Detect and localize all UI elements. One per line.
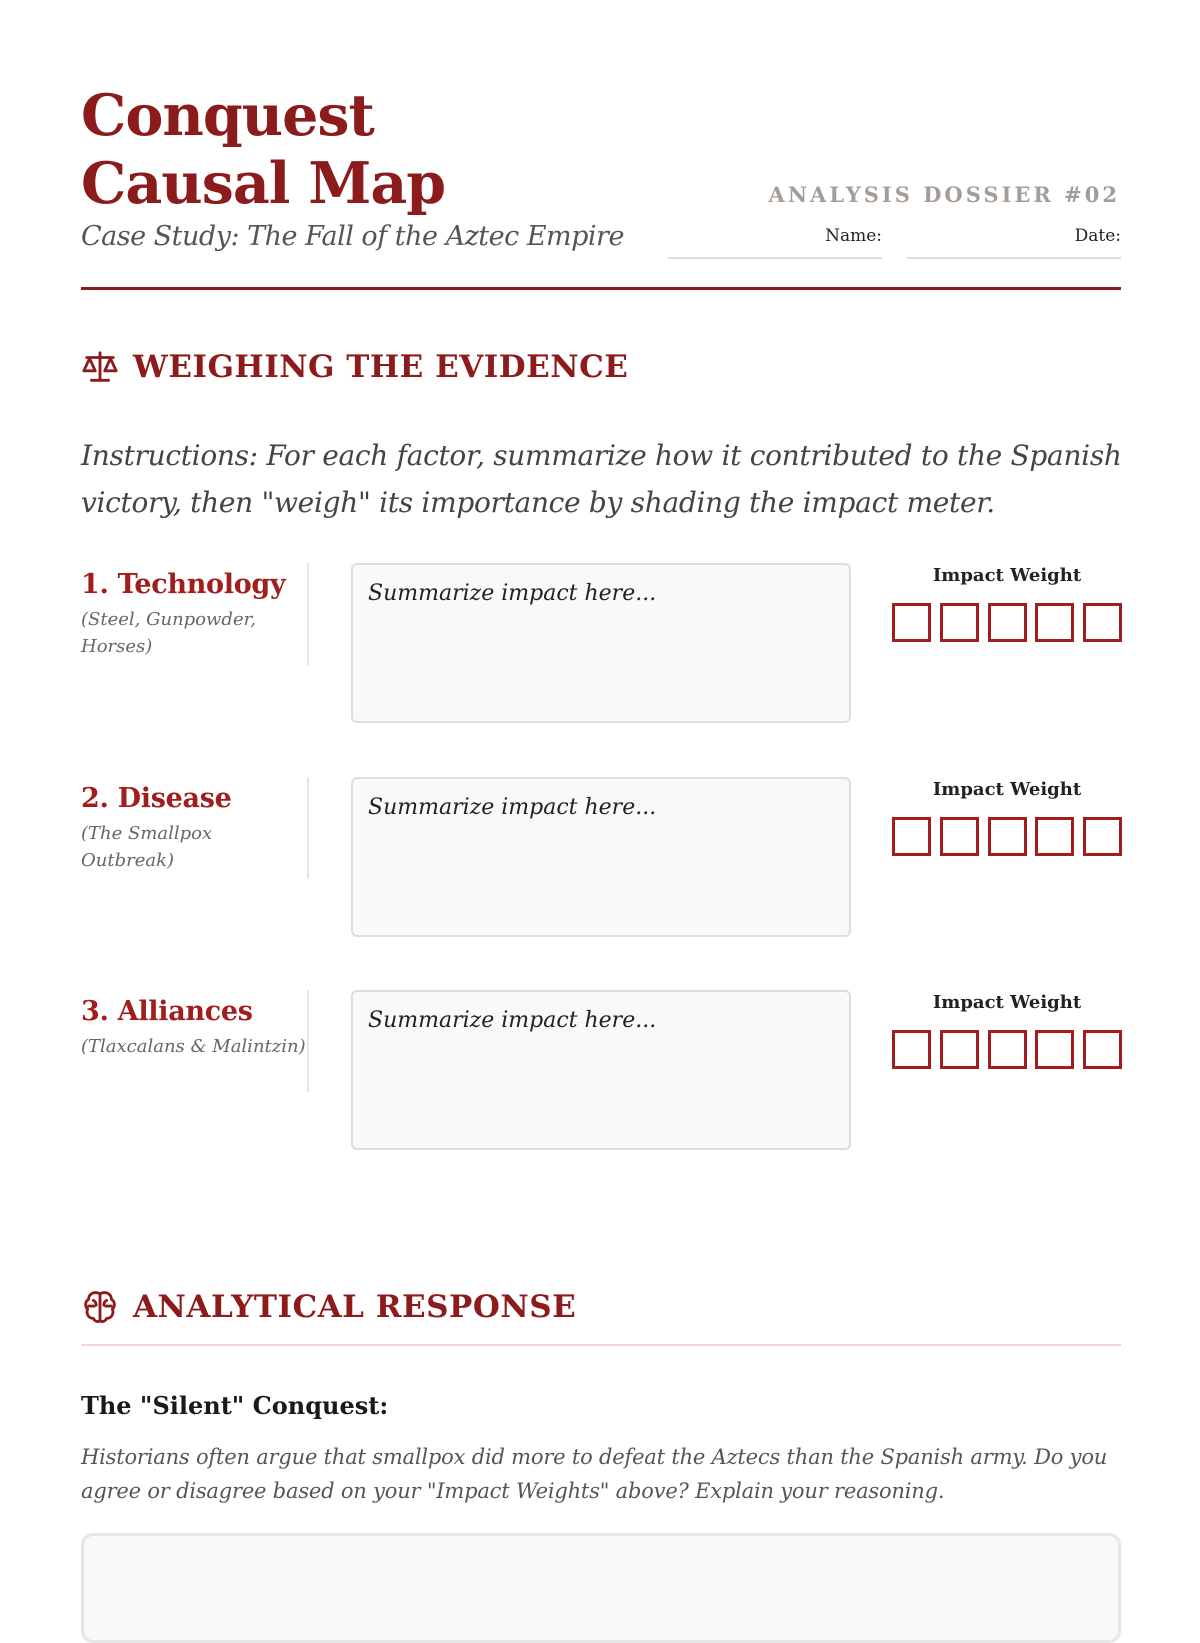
- factor-label-group: [81, 777, 309, 879]
- response-input[interactable]: [81, 1533, 1121, 1643]
- impact-box[interactable]: [940, 1030, 979, 1069]
- factor-description: (The Smallpox Outbreak): [81, 823, 213, 871]
- impact-box[interactable]: [940, 817, 979, 856]
- impact-box[interactable]: [892, 603, 931, 642]
- factor-description: (Tlaxcalans & Malintzin): [81, 1036, 306, 1057]
- date-field[interactable]: [907, 226, 1121, 259]
- impact-box[interactable]: [988, 603, 1027, 642]
- header-divider: [81, 287, 1121, 290]
- factor-row-disease: [81, 777, 1121, 939]
- impact-box[interactable]: [1035, 817, 1074, 856]
- factor-description: (Steel, Gunpowder, Horses): [81, 609, 256, 657]
- impact-weight-label: Impact Weight: [932, 565, 1082, 586]
- evidence-heading: [81, 347, 628, 387]
- scales-icon: [81, 348, 119, 386]
- evidence-heading-label: WEIGHING THE EVIDENCE: [133, 349, 629, 385]
- impact-meter: [892, 563, 1122, 642]
- impact-box[interactable]: [988, 817, 1027, 856]
- page-title: Conquest Causal Map: [81, 82, 446, 217]
- summary-input[interactable]: [351, 777, 851, 937]
- factor-label-group: [81, 563, 309, 665]
- response-divider: [81, 1344, 1121, 1346]
- impact-box[interactable]: [988, 1030, 1027, 1069]
- question-title: The "Silent" Conquest:: [81, 1391, 389, 1420]
- summary-placeholder: Summarize impact here...: [368, 581, 657, 606]
- impact-meter: [892, 777, 1122, 856]
- instructions-text: Instructions: For each factor, summarize how it contributed to the Spanish victory, then "weigh" its importance by shading the impact meter.: [81, 439, 1122, 519]
- summary-input[interactable]: [351, 990, 851, 1150]
- impact-weight-label: Impact Weight: [932, 992, 1082, 1013]
- impact-boxes: [892, 1030, 1122, 1069]
- impact-boxes: [892, 603, 1122, 642]
- name-field[interactable]: [668, 226, 882, 259]
- page-subtitle: Case Study: The Fall of the Aztec Empire: [81, 221, 624, 252]
- name-label: Name:: [825, 226, 882, 246]
- impact-meter: [892, 990, 1122, 1069]
- factor-row-alliances: [81, 990, 1121, 1152]
- impact-boxes: [892, 817, 1122, 856]
- impact-weight-label: Impact Weight: [932, 779, 1082, 800]
- factor-row-technology: [81, 563, 1121, 725]
- impact-box[interactable]: [1083, 1030, 1122, 1069]
- impact-box[interactable]: [892, 1030, 931, 1069]
- date-label: Date:: [1074, 226, 1121, 246]
- impact-box[interactable]: [1083, 603, 1122, 642]
- summary-placeholder: Summarize impact here...: [368, 1008, 657, 1033]
- question-text: Historians often argue that smallpox did more to defeat the Aztecs than the Spanish army. Do you agree or disagree based on your "Impact Weights" above? Explain your reasoning.: [81, 1445, 1108, 1503]
- brain-icon: [81, 1288, 119, 1326]
- impact-box[interactable]: [1035, 603, 1074, 642]
- impact-box[interactable]: [1035, 1030, 1074, 1069]
- response-heading-label: ANALYTICAL RESPONSE: [133, 1289, 577, 1325]
- summary-input[interactable]: [351, 563, 851, 723]
- factor-label-group: [81, 990, 309, 1092]
- factor-title: 3. Alliances: [81, 996, 253, 1027]
- impact-box[interactable]: [1083, 817, 1122, 856]
- summary-placeholder: Summarize impact here...: [368, 795, 657, 820]
- impact-box[interactable]: [940, 603, 979, 642]
- dossier-label: ANALYSIS DOSSIER #02: [768, 182, 1120, 207]
- factor-title: 1. Technology: [81, 569, 286, 600]
- impact-box[interactable]: [892, 817, 931, 856]
- factor-title: 2. Disease: [81, 783, 232, 814]
- response-heading: [81, 1287, 576, 1327]
